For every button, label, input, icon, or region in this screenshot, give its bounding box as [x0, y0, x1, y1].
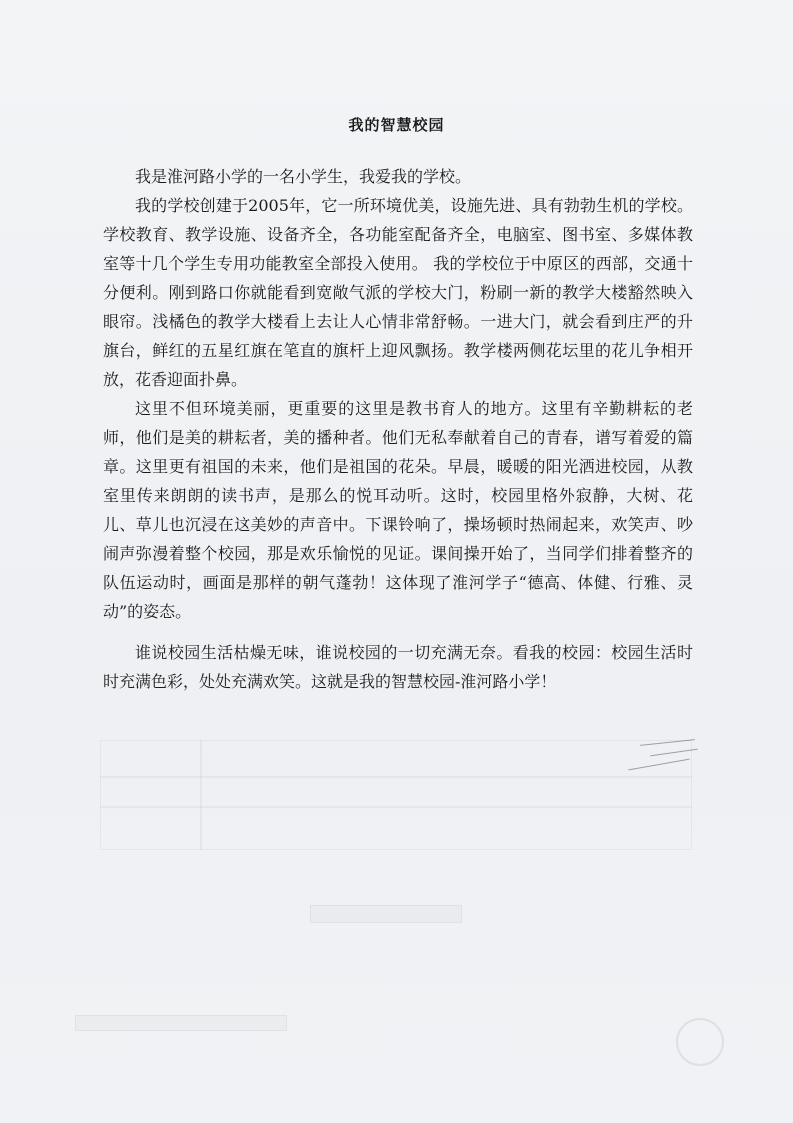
bleed-through-table — [100, 740, 692, 850]
paragraph: 这里不但环境美丽，更重要的这里是教书育人的地方。这里有辛勤耕耘的老师，他们是美的耕耘者，美的播种者。他们无私奉献着自己的青春，谱写着爱的篇章。这里更有祖国的未来，他们是祖国的花朵。早晨，暖暖的阳光洒进校园，从教室里传来朗朗的读书声，是那么的悦耳动听。这时，校园里格外寂静，大树、花儿、草儿也沉浸在这美妙的声音中。下课铃响了，操场顿时热闹起来，欢笑声、吵闹声弥漫着整个校园，那是欢乐愉悦的见证。课间操开始了，当同学们排着整齐的队伍运动时，画面是那样的朝气蓬勃！这体现了淮河学子“德高、体健、行雅、灵动”的姿态。 — [103, 399, 693, 621]
document-title: 我的智慧校园 — [348, 116, 445, 134]
paragraph: 我的学校创建于2005年，它一所环境优美，设施先进、具有勃勃生机的学校。学校教育、教学设施、设备齐全，各功能室配备齐全，电脑室、图书室、多媒体教室等十几个学生专用功能教室全部投入使用。 我的学校位于中原区的西部，交通十分便利。刚到路口你就能看到宽敞气派的学校大门，粉刷一新的教学大楼豁然映入眼帘。浅橘色的教学大楼看上去让人心情非常舒畅。一进大门，就会看到庄严的升旗台，鲜红的五星红旗在笔直的旗杆上迎风飘扬。教学楼两侧花坛里的花儿争相开放，花香迎面扑鼻。 — [103, 196, 693, 389]
bleed-through-band — [310, 905, 462, 923]
bleed-through-divider — [200, 740, 202, 850]
bleed-through-band — [75, 1015, 287, 1031]
document-body — [103, 162, 693, 696]
paragraph: 我是淮河路小学的一名小学生，我爱我的学校。 — [135, 167, 472, 186]
bleed-through-divider — [100, 776, 692, 778]
bleed-through-seal — [676, 1018, 724, 1066]
paragraph: 谁说校园生活枯燥无味，谁说校园的一切充满无奈。看我的校园：校园生活时时充满色彩，处处充满欢笑。这就是我的智慧校园-淮河路小学！ — [103, 643, 693, 691]
bleed-through-divider — [100, 806, 692, 808]
